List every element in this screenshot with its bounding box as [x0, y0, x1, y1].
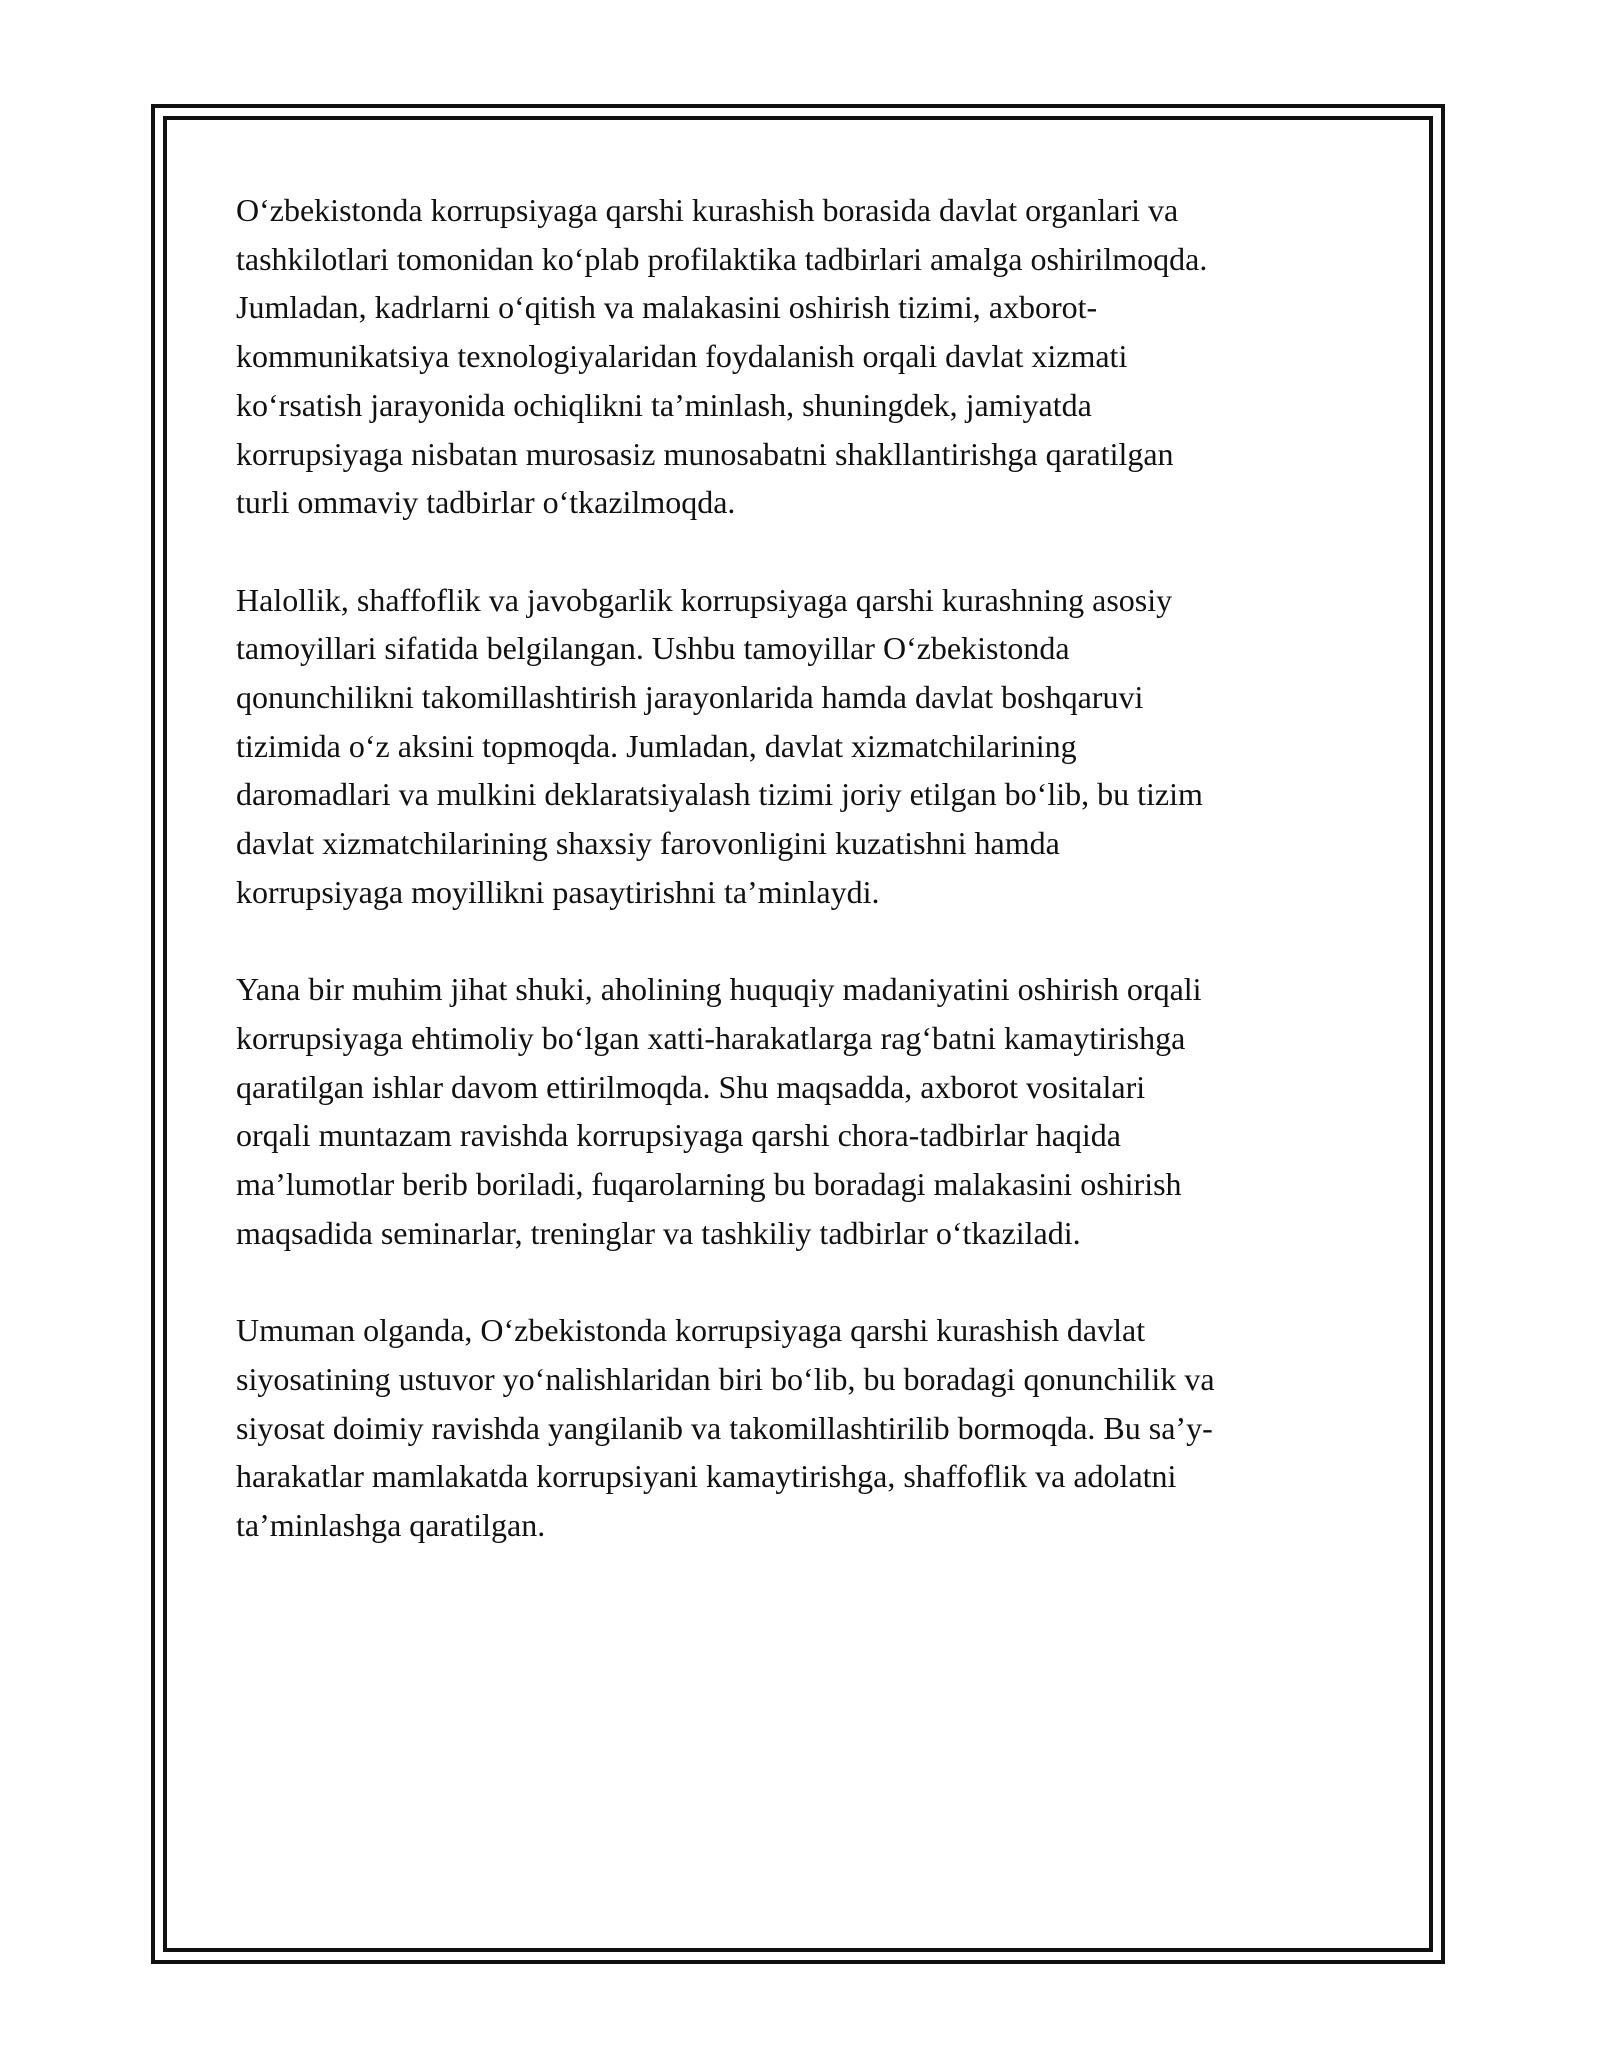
paragraph-2: Halollik, shaffoflik va javobgarlik korrupsiyaga qarshi kurashning asosiy tamoyillari sifatida belgilangan. Ushbu tamoyillar O‘zbekistonda qonunchilikni takomillashtirish jarayonlarida hamda davlat boshqaruvi tizimida o‘z aksini topmoqda. Jumladan, davlat xizmatchilarining daromadlari va mulkini deklaratsiyalash tizimi joriy etilgan bo‘lib, bu tizim davlat xizmatchilarining shaxsiy farovonligini kuzatishni hamda korrupsiyaga moyillikni pasaytirishni ta’minlaydi.	[236, 581, 1203, 910]
paragraph-3: Yana bir muhim jihat shuki, aholining huquqiy madaniyatini oshirish orqali korrupsiyaga ehtimoliy bo‘lgan xatti-harakatlarga rag‘batni kamaytirishga qaratilgan ishlar davom ettirilmoqda. Shu maqsadda, axborot vositalari orqali muntazam ravishda korrupsiyaga qarshi chora-tadbirlar haqida ma’lumotlar berib boriladi, fuqarolarning bu boradagi malakasini oshirish maqsadida seminarlar, treninglar va tashkiliy tadbirlar o‘tkaziladi.	[236, 971, 1202, 1251]
document-body	[236, 186, 1376, 1598]
paragraph-4: Umuman olganda, O‘zbekistonda korrupsiyaga qarshi kurashish davlat siyosatining ustuvor yo‘nalishlaridan biri bo‘lib, bu boradagi qonunchilik va siyosat doimiy ravishda yangilanib va takomillashtirilib bormoqda. Bu sa’y- harakatlar mamlakatda korrupsiyani kamaytirishga, shaffoflik va adolatni ta’minlashga qaratilgan.	[236, 1312, 1215, 1543]
paragraph-1: O‘zbekistonda korrupsiyaga qarshi kurashish borasida davlat organlari va tashkilotlari tomonidan ko‘plab profilaktika tadbirlari amalga oshirilmoqda. Jumladan, kadrlarni o‘qitish va malakasini oshirish tizimi, axborot- kommunikatsiya texnologiyalaridan foydalanish orqali davlat xizmati ko‘rsatish jarayonida ochiqlikni ta’minlash, shuningdek, jamiyatda korrupsiyaga nisbatan murosasiz munosabatni shakllantirishga qaratilgan turli ommaviy tadbirlar o‘tkazilmoqda.	[236, 192, 1208, 521]
